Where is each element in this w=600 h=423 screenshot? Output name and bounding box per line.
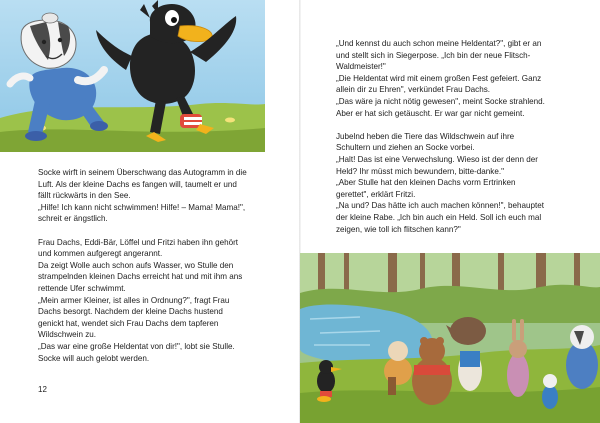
text-line: schreit er ängstlich. bbox=[38, 214, 108, 224]
text-line: „Und kennst du auch schon meine Heldentat?", gibt er an bbox=[336, 39, 542, 48]
text-line: strampelnden kleinen Dachs erreicht hat und mit ihm ans bbox=[38, 272, 243, 282]
text-line: und stellt sich in Siegerpose. „Ich bin der neue Flitsch- bbox=[336, 50, 531, 60]
text-line: „Mein armer Kleiner, ist alles in Ordnung?", fragt Frau bbox=[38, 295, 230, 305]
text-line: Jubelnd heben die Tiere das Wildschwein auf ihre bbox=[336, 131, 515, 141]
text-line: „Hilfe! Ich kann nicht schwimmen! Hilfe! – Mama! Mama!", bbox=[38, 202, 246, 212]
text-line: Frau Dachs, Eddi-Bär, Löffel und Fritzi haben ihn gehört bbox=[38, 237, 239, 247]
text-line: Socke wirft in seinem Überschwang das Autogramm in die bbox=[38, 168, 247, 177]
right-page-text bbox=[336, 38, 572, 235]
text-line: „Halt! Das ist eine Verwechslung. Wieso ist der denn der bbox=[336, 154, 538, 164]
paragraph-gap bbox=[38, 225, 274, 237]
illustration-bottom-svg bbox=[300, 253, 600, 423]
left-page-text bbox=[38, 167, 274, 364]
text-line: Wildschwein zu. bbox=[38, 330, 97, 340]
text-line: Held? Ihr müsst mich bewundern, bitte-danke." bbox=[336, 166, 504, 176]
text-line: allein dir zu Ehren", verkündet Frau Dachs. bbox=[336, 85, 491, 95]
text-line: fällt rückwärts in den See. bbox=[38, 191, 131, 201]
text-line: Waldmeister!" bbox=[336, 62, 386, 72]
text-line: Dachs besorgt. Nachdem der kleine Dachs hustend bbox=[38, 307, 223, 317]
illustration-top-svg bbox=[0, 0, 265, 152]
text-line: Aber er hat sich getäuscht. Er war gar nicht gemeint. bbox=[336, 108, 525, 118]
text-line: Da zeigt Wolle auch schon aufs Wasser, wo Stulle den bbox=[38, 260, 234, 270]
page-number: 12 bbox=[38, 385, 47, 394]
text-line: „Das wäre ja nicht nötig gewesen", meint Socke strahlend. bbox=[336, 96, 545, 106]
text-line: „Das war eine große Heldentat von dir!", lobt sie Stulle. bbox=[38, 341, 235, 351]
text-line: Schultern und ziehen an Socke vorbei. bbox=[336, 143, 475, 153]
text-line: „Aber Stulle hat den kleinen Dachs vorm Ertrinken bbox=[336, 178, 516, 188]
text-line: zeigen, wie toll ich flitschen kann?" bbox=[336, 224, 461, 234]
flower bbox=[225, 118, 235, 123]
text-line: „Die Heldentat wird mit einem großen Fest gefeiert. Ganz bbox=[336, 73, 542, 83]
illustration-forest-parade bbox=[300, 253, 600, 423]
text-line: „Na und? Das hätte ich auch machen können!", behauptet bbox=[336, 201, 545, 211]
text-line: gerettet", erklärt Fritzi. bbox=[336, 189, 416, 199]
text-line: Luft. Als der kleine Dachs es fangen will, taumelt er und bbox=[38, 179, 237, 189]
text-line: der kleine Rabe. „Ich bin auch ein Held. Soll ich euch mal bbox=[336, 212, 542, 222]
text-line: Socke will auch gelobt werden. bbox=[38, 353, 150, 363]
illustration-socke-and-badger bbox=[0, 0, 265, 152]
text-line: und kommen aufgeregt angerannt. bbox=[38, 249, 163, 259]
text-line: genickt hat, wendet sich Frau Dachs dem tapferen bbox=[38, 318, 219, 328]
text-line: rettende Ufer schwimmt. bbox=[38, 283, 126, 293]
paragraph-gap bbox=[336, 119, 572, 131]
